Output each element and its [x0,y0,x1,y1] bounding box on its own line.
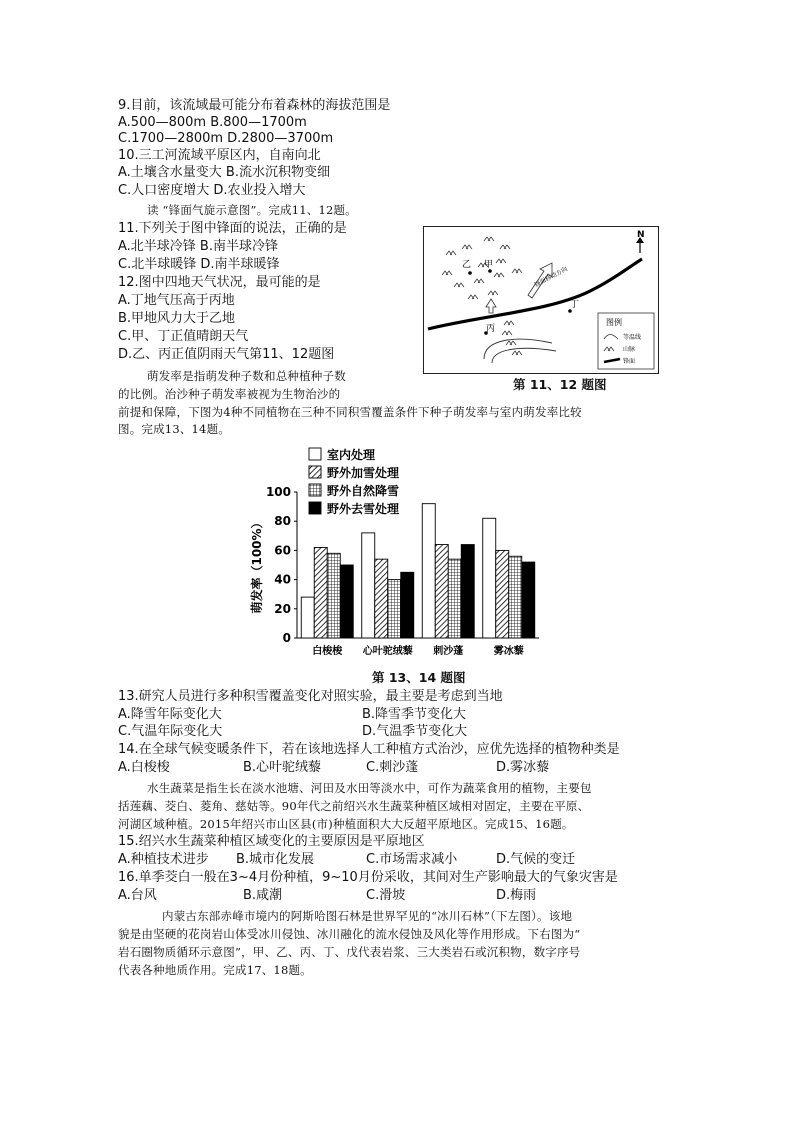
y-tick-label: 20 [274,601,291,616]
q10-stem: 10.三工河流域平原区内，自南向北 [118,148,321,163]
bar [340,565,353,638]
q14-option-a: A.白梭梭 [118,760,170,775]
q15-option-a: A.种植技术进步 [118,852,209,867]
north-label: N [637,230,645,240]
q13-stem: 13.研究人员进行多种积雪覆盖变化对照实验，最主要是考虑到当地 [118,689,503,704]
q14-stem: 14.在全球气候变暖条件下，若在该地选择人工种植方式治沙，应优先选择的植物种类是 [118,742,620,757]
intro-15-16-line2: 括莲藕、茭白、菱角、慈姑等。90年代之前绍兴水生蔬菜种植区域相对固定，主要在平原、 [118,799,590,813]
intro-13-14-line4: 图。完成13、14题。 [118,422,230,436]
q11-stem: 11.下列关于图中锋面的说法，正确的是 [118,221,347,236]
q11-options-ab: A.北半球冷锋 B.南半球冷锋 [118,239,278,254]
isotherm-lines [484,339,556,363]
bar [327,553,340,638]
q9-options-cd: C.1700—2800m D.2800—3700m [118,131,334,146]
legend-label: 野外加雪处理 [327,466,400,480]
label-jia: 甲 [484,260,494,270]
intro-13-14-line3: 前提和保障，下图为4种不同植物在三种不同积雪覆盖条件下种子萌发率与室内萌发率比较 [118,405,582,419]
q12-stem: 12.图中四地天气状况，最可能的是 [118,275,321,290]
intro-17-18-line3: 岩石圈物质循环示意图”，甲、乙、丙、丁、戊代表岩浆、三大类岩石或沉积物，数字序号 [118,945,581,959]
bar [483,518,496,638]
point-yi [468,271,472,275]
arrow-label: 锋面移动方向 [533,265,569,289]
q13-option-d: D.气温季节变化大 [362,724,468,739]
bar [375,559,388,638]
y-tick-label: 40 [274,572,291,587]
q16-option-a: A.台风 [118,888,157,903]
bar [401,572,414,638]
bar [461,545,474,638]
bar [388,580,401,638]
q15-stem: 15.绍兴水生蔬菜种植区域变化的主要原因是平原地区 [118,834,425,849]
q14-option-b: B.心叶驼绒藜 [243,760,322,775]
q12-option-a: A.丁地气压高于丙地 [118,293,235,308]
x-tick-label: 刺沙蓬 [433,646,464,657]
intro-17-18-line4: 代表各种地质作用。完成17、18题。 [118,963,312,977]
x-tick-label: 雾冰藜 [493,646,524,657]
map-figure [424,227,658,373]
q11-options-cd: C.北半球暖锋 D.南半球暖锋 [118,257,280,272]
intro-13-14-line2: 的比例。治沙种子萌发率被视为生物治沙的 [118,387,341,401]
q12-option-d: D.乙、丙正值阴雨天气第11、12题图 [118,347,335,362]
legend-label: 野外去雪处理 [327,502,400,516]
q15-option-b: B.城市化发展 [236,852,315,867]
q10-options-cd: C.人口密度增大 D.农业投入增大 [118,183,306,198]
q13-option-b: B.降雪季节变化大 [362,707,467,722]
label-yi: 乙 [462,260,472,270]
label-ding: 丁 [570,300,580,310]
q16-option-b: B.咸潮 [243,888,283,903]
legend-label: 室内处理 [327,448,376,462]
q16-option-d: D.梅雨 [496,888,537,903]
bar [435,545,448,638]
q12-option-c: C.甲、丁正值晴朗天气 [118,329,249,344]
q9-options-ab: A.500—800m B.800—1700m [118,115,307,130]
bar [314,547,327,638]
x-tick-label: 白梭梭 [312,646,343,657]
bar [522,562,535,638]
q9-stem: 9.目前，该流域最可能分布着森林的海拔范围是 [118,98,391,113]
intro-15-16-line3: 河湖区域种植。2015年绍兴市山区县(市)种植面积大大反超平原地区。完成15、16题。 [118,817,574,831]
y-tick-label: 80 [274,514,291,529]
legend-front: 锋面 [623,358,636,365]
q10-options-ab: A.土壤含水量变大 B.流水沉积物变细 [118,165,330,180]
mountain-symbols [442,237,522,355]
legend-swatch [309,484,321,496]
legend-mountain: 山脉 [623,346,636,353]
y-tick-label: 60 [274,543,291,558]
label-bing: 丙 [486,324,496,334]
legend-title: 图例 [606,318,622,327]
q16-option-c: C.滑坡 [366,888,406,903]
y-tick-label: 0 [282,631,291,645]
bar [362,533,375,638]
intro-17-18-line2: 貌是由坚硬的花岗岩山体受冰川侵蚀、冰川融化的流水侵蚀及风化等作用形成。下右图为“ [118,927,581,941]
intro-13-14-line1: 萌发率是指萌发种子数和总种植种子数 [147,369,346,383]
legend-label: 野外自然降雪 [327,484,400,498]
map-caption: 第 11、12 题图 [513,377,607,392]
q14-option-d: D.雾冰藜 [496,760,550,775]
y-tick-label: 100 [265,485,291,499]
bar [448,559,461,638]
q15-option-d: D.气候的变迁 [496,852,576,867]
q13-option-c: C.气温年际变化大 [118,724,223,739]
chart-caption: 第 13、14 题图 [372,670,466,685]
y-axis-label: 萌发率（100%） [250,516,264,614]
bar [301,597,314,638]
q13-option-a: A.降雪年际变化大 [118,707,222,722]
legend-isotherm: 等温线 [623,334,642,341]
legend-swatch [309,448,321,460]
legend-swatch [309,466,321,478]
frontal-cyclone-map [423,226,659,374]
germination-chart [247,440,547,680]
intro-15-16-line1: 水生蔬菜是指生长在淡水池塘、河田及水田等淡水中，可作为蔬菜食用的植物，主要包 [147,781,592,795]
wind-arrow [486,299,496,313]
q15-option-c: C.市场需求减小 [366,852,458,867]
bar [496,550,509,638]
q16-stem: 16.单季茭白一般在3~4月份种植，9~10月份采收，其间对生产影响最大的气象灾害是 [118,870,618,885]
q12-option-b: B.甲地风力大于乙地 [118,311,236,326]
intro-11-12: 读 “锋面气旋示意图”。完成11、12题。 [147,203,357,217]
x-tick-label: 心叶驼绒藜 [362,646,413,657]
bar [422,504,435,638]
intro-17-18-line1: 内蒙古东部赤峰市境内的阿斯哈图石林是世界罕见的“冰川石林”（下左图）。该地 [162,909,573,923]
q14-option-c: C.刺沙蓬 [366,760,419,775]
chart-svg [247,440,547,680]
legend-swatch [309,502,321,514]
bar [509,556,522,638]
